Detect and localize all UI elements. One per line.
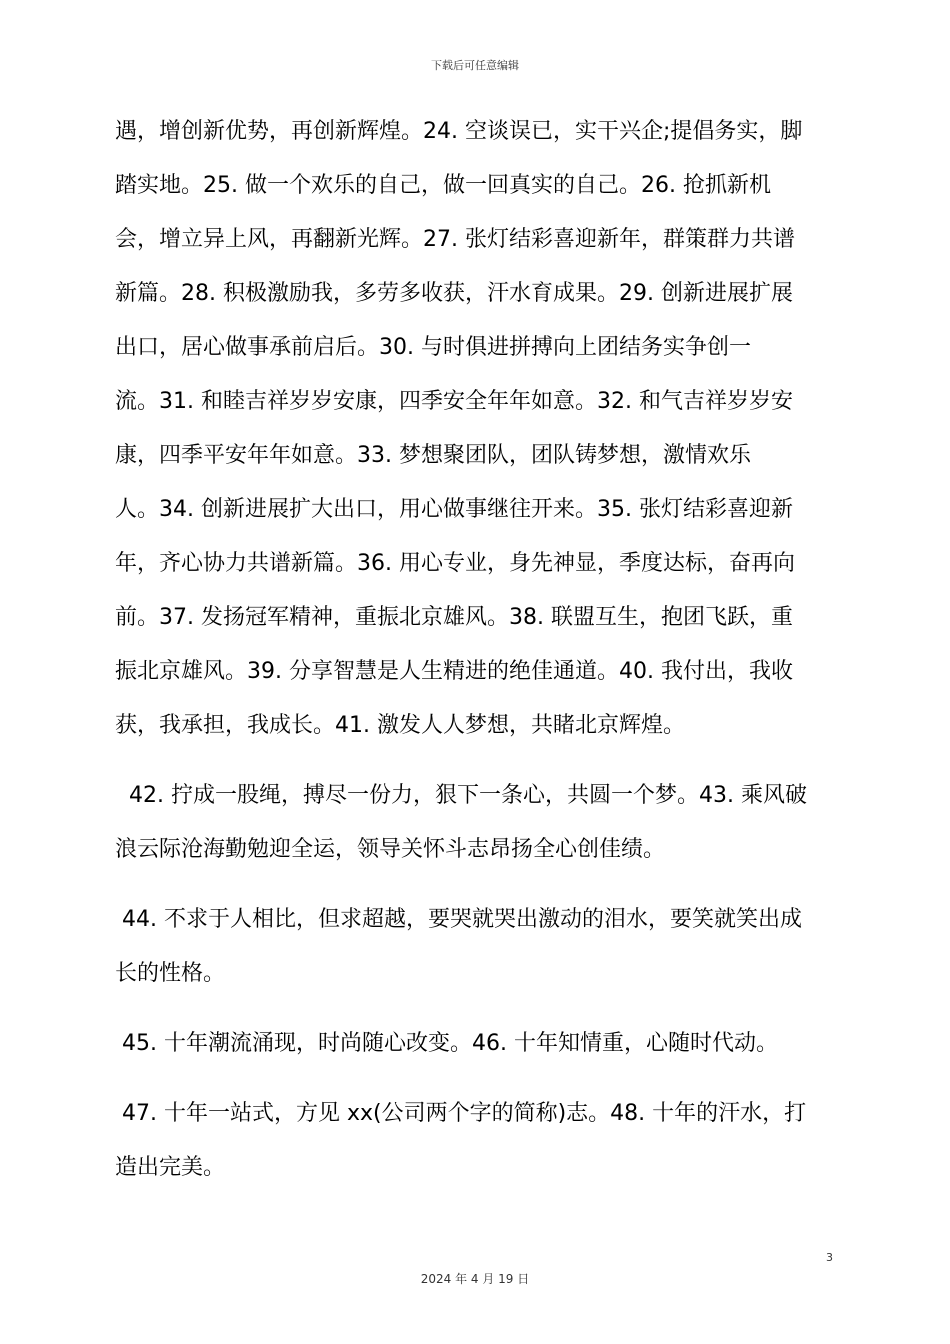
paragraph — [115, 774, 835, 882]
paragraph — [115, 898, 835, 1006]
page-footer-date: 2024 年 4 月 19 日 — [420, 1272, 530, 1286]
document-body — [115, 110, 835, 1200]
text-line: 遇，增创新优势，再创新辉煌。24. 空谈误已，实干兴企;提倡务实，脚 — [115, 119, 803, 144]
text-line: 浪云际沧海勤勉迎全运，领导关怀斗志昂扬全心创佳绩。 — [115, 837, 666, 862]
text-line: 流。31. 和睦吉祥岁岁安康，四季安全年年如意。32. 和气吉祥岁岁安 — [115, 389, 793, 414]
text-line: 47. 十年一站式，方见 xx(公司两个字的简称)志。48. 十年的汗水，打 — [115, 1101, 807, 1126]
paragraph — [115, 110, 835, 758]
text-line: 44. 不求于人相比，但求超越，要哭就哭出激动的泪水，要笑就笑出成 — [115, 907, 802, 932]
text-line: 前。37. 发扬冠军精神，重振北京雄风。38. 联盟互生，抱团飞跃，重 — [115, 605, 793, 630]
text-line: 长的性格。 — [115, 961, 226, 986]
text-line: 振北京雄风。39. 分享智慧是人生精进的绝佳通道。40. 我付出，我收 — [115, 659, 793, 684]
text-line: 人。34. 创新进展扩大出口，用心做事继往开来。35. 张灯结彩喜迎新 — [115, 497, 793, 522]
text-line: 踏实地。25. 做一个欢乐的自己，做一回真实的自己。26. 抢抓新机 — [115, 173, 771, 198]
paragraph-gap — [115, 1006, 835, 1022]
text-line: 获，我承担，我成长。41. 激发人人梦想，共睹北京辉煌。 — [115, 713, 685, 738]
paragraph-gap — [115, 758, 835, 774]
text-line: 年，齐心协力共谱新篇。36. 用心专业，身先神显，季度达标，奋再向 — [115, 551, 795, 576]
text-line: 45. 十年潮流涌现，时尚随心改变。46. 十年知情重，心随时代动。 — [115, 1031, 778, 1056]
page-number: 3 — [826, 1251, 833, 1264]
text-line: 康，四季平安年年如意。33. 梦想聚团队，团队铸梦想，激情欢乐 — [115, 443, 751, 468]
paragraph — [115, 1022, 835, 1076]
page-header: 下载后可任意编辑 — [431, 59, 519, 72]
text-line: 出口，居心做事承前启后。30. 与时俱进拼搏向上团结务实争创一 — [115, 335, 751, 360]
text-line: 造出完美。 — [115, 1155, 226, 1180]
text-line: 会，增立异上风，再翻新光辉。27. 张灯结彩喜迎新年，群策群力共谱 — [115, 227, 795, 252]
paragraph-gap — [115, 1076, 835, 1092]
paragraph — [115, 1092, 835, 1200]
paragraph-gap — [115, 882, 835, 898]
text-line: 新篇。28. 积极激励我，多劳多收获，汗水育成果。29. 创新进展扩展 — [115, 281, 793, 306]
text-line: 42. 拧成一股绳，搏尽一份力，狠下一条心，共圆一个梦。43. 乘风破 — [115, 783, 807, 808]
